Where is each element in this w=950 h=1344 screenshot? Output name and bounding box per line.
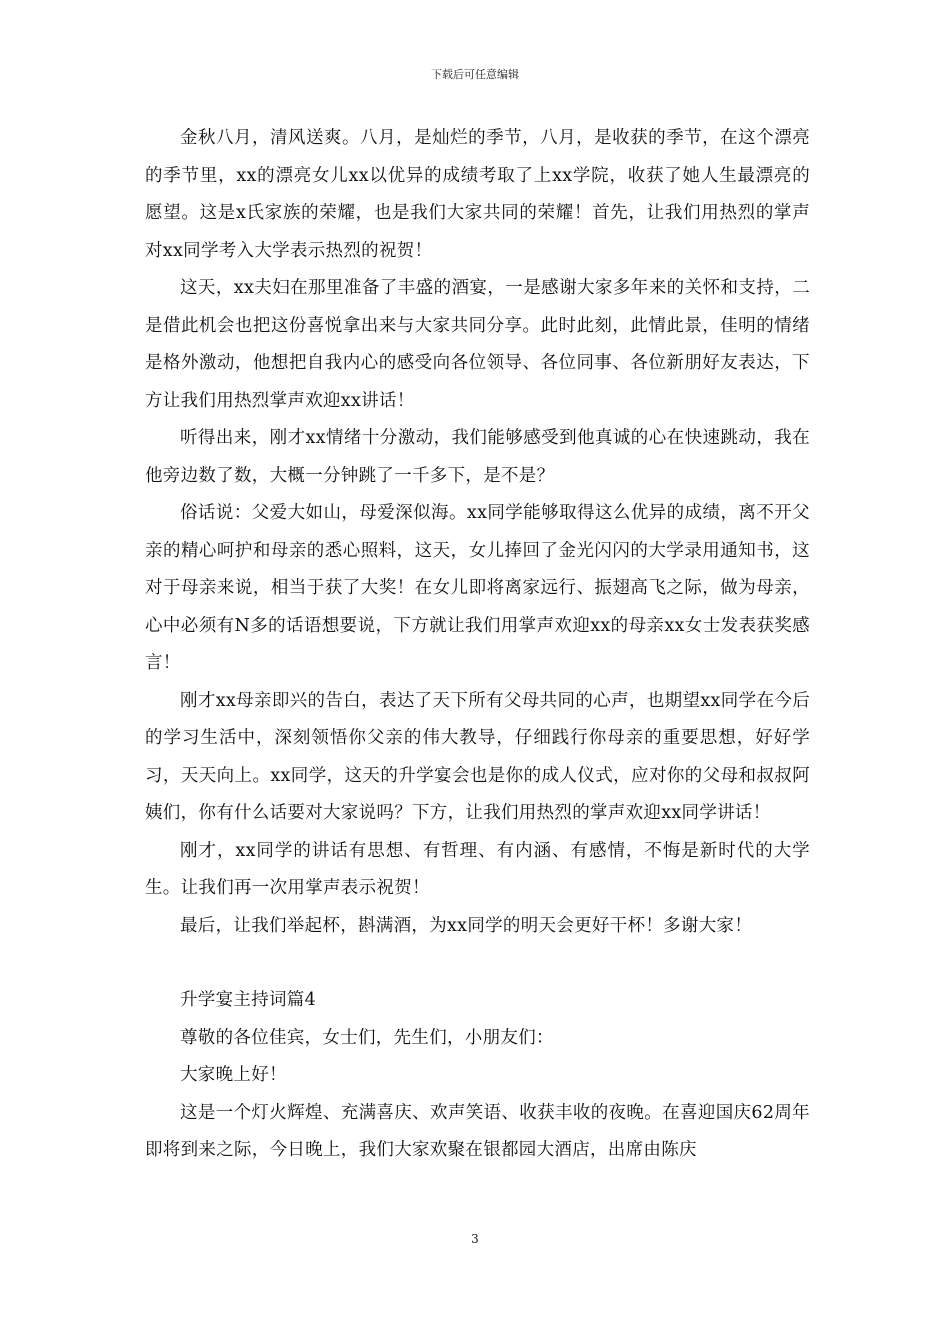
document-body <box>145 120 810 1170</box>
salutation: 尊敬的各位佳宾，女士们，先生们，小朋友们： <box>180 1027 554 1048</box>
greeting: 大家晚上好！ <box>180 1065 287 1085</box>
section-title: 升学宴主持词篇4 <box>180 990 317 1010</box>
page-header: 下载后可任意编辑 <box>431 68 519 81</box>
paragraph-2: 这天，xx夫妇在那里准备了丰盛的酒宴，一是感谢大家多年来的关怀和支持，二是借此机会也把这份喜悦拿出来与大家共同分享。此时此刻，此情此景，佳明的情绪是格外激动，他想把自我内心的感受向各位领导、各位同事、各位新朋好友表达，下方让我们用热烈掌声欢迎xx讲话！ <box>145 278 810 411</box>
page-number: 3 <box>471 1232 479 1246</box>
paragraph-1: 金秋八月，清风送爽。八月，是灿烂的季节，八月，是收获的季节，在这个漂亮的季节里，xx的漂亮女儿xx以优异的成绩考取了上xx学院，收获了她人生最漂亮的愿望。这是x氏家族的荣耀，也是我们大家共同的荣耀！首先，让我们用热烈的掌声对xx同学考入大学表示热烈的祝贺！ <box>145 128 810 261</box>
paragraph-6: 刚才，xx同学的讲话有思想、有哲理、有内涵、有感情，不悔是新时代的大学生。让我们再一次用掌声表示祝贺！ <box>145 840 810 898</box>
paragraph-3: 听得出来，刚才xx情绪十分激动，我们能够感受到他真诚的心在快速跳动，我在他旁边数了数，大概一分钟跳了一千多下，是不是？ <box>145 428 810 486</box>
section-paragraph-1: 这是一个灯火辉煌、充满喜庆、欢声笑语、收获丰收的夜晚。在喜迎国庆62周年即将到来之际，今日晚上，我们大家欢聚在银都园大酒店，出席由陈庆 <box>145 1102 810 1160</box>
section-spacer <box>145 945 810 982</box>
paragraph-4: 俗话说：父爱大如山，母爱深似海。xx同学能够取得这么优异的成绩，离不开父亲的精心呵护和母亲的悉心照料，这天，女儿捧回了金光闪闪的大学录用通知书，这对于母亲来说，相当于获了大奖！在女儿即将离家远行、振翅高飞之际，做为母亲，心中必须有N多的话语想要说，下方就让我们用掌声欢迎xx的母亲xx女士发表获奖感言！ <box>145 503 810 673</box>
paragraph-7: 最后，让我们举起杯，斟满酒，为xx同学的明天会更好干杯！多谢大家！ <box>180 915 753 936</box>
paragraph-5: 刚才xx母亲即兴的告白，表达了天下所有父母共同的心声，也期望xx同学在今后的学习生活中，深刻领悟你父亲的伟大教导，仔细践行你母亲的重要思想，好好学习，天天向上。xx同学，这天的升学宴会也是你的成人仪式，应对你的父母和叔叔阿姨们，你有什么话要对大家说吗？下方，让我们用热烈的掌声欢迎xx同学讲话！ <box>145 690 810 823</box>
